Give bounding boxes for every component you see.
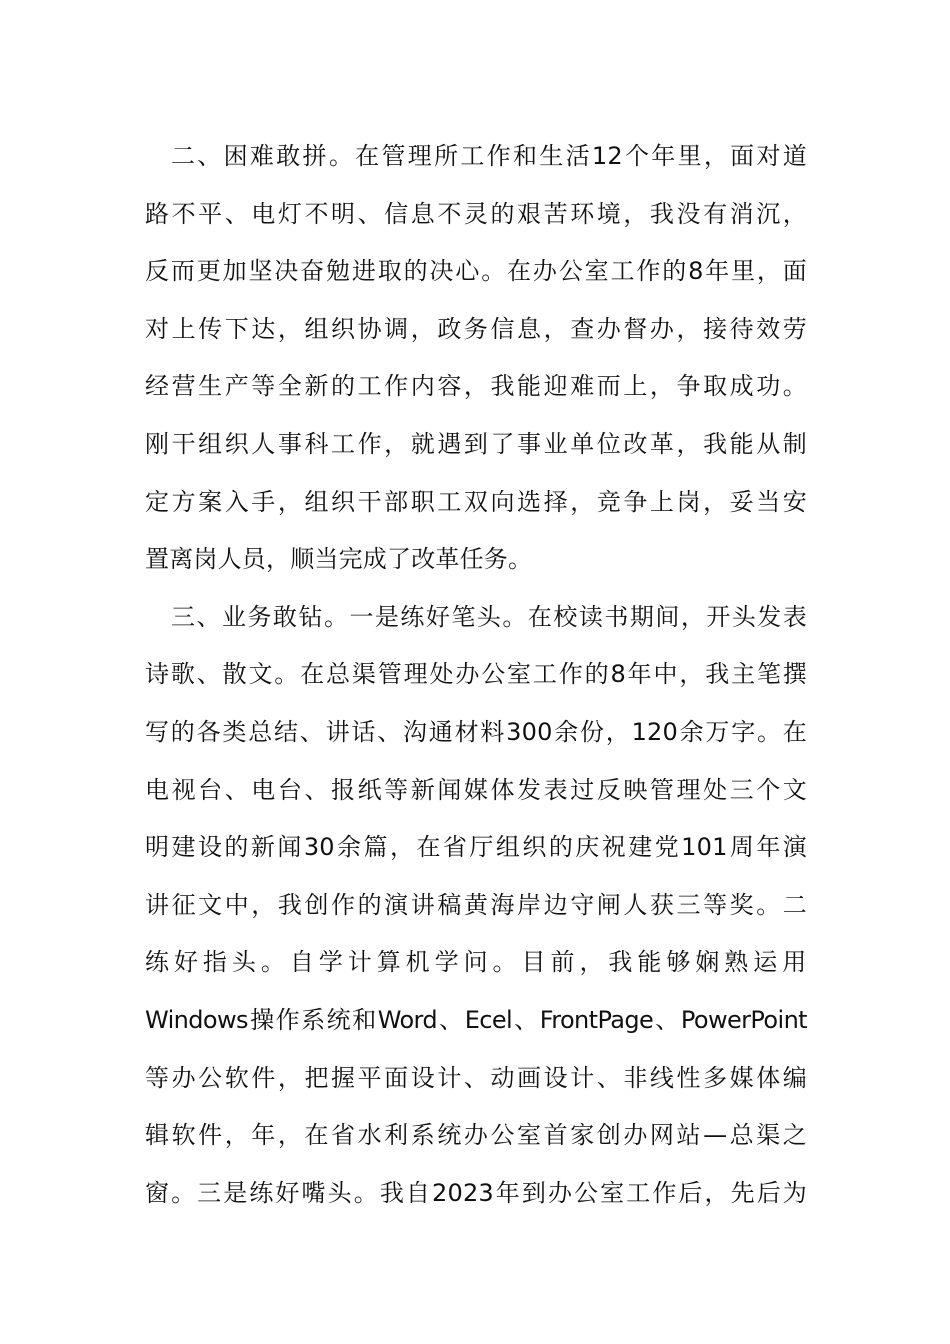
paragraph-line: 电视台、电台、报纸等新闻媒体发表过反映管理处三个文 [145, 775, 807, 804]
paragraph-line: 反而更加坚决奋勉进取的决心。在办公室工作的8年里，面 [145, 257, 807, 286]
paragraph-line: 路不平、电灯不明、信息不灵的艰苦环境，我没有消沉， [145, 199, 807, 228]
paragraph-line: 窗。三是练好嘴头。我自2023年到办公室工作后，先后为 [145, 1178, 807, 1207]
body-text [145, 128, 807, 1222]
paragraph-line: 经营生产等全新的工作内容，我能迎难而上，争取成功。 [145, 372, 807, 401]
paragraph-line: 对上传下达，组织协调，政务信息，查办督办，接待效劳 [145, 314, 807, 343]
paragraph-line: 练好指头。自学计算机学问。目前，我能够娴熟运用 [145, 948, 807, 977]
paragraph-line: 诗歌、散文。在总渠管理处办公室工作的8年中，我主笔撰 [145, 660, 807, 689]
paragraph-line: 辑软件，年，在省水利系统办公室首家创办网站—总渠之 [145, 1121, 807, 1150]
paragraph-line: Windows操作系统和Word、Ecel、FrontPage、PowerPoint [145, 1005, 807, 1034]
paragraph-line: 明建设的新闻30余篇，在省厅组织的庆祝建党101周年演 [145, 833, 807, 862]
paragraph-line: 写的各类总结、讲话、沟通材料300余份，120余万字。在 [145, 717, 807, 746]
paragraph-line: 等办公软件，把握平面设计、动画设计、非线性多媒体编 [145, 1063, 807, 1092]
paragraph-line: 三、业务敢钻。一是练好笔头。在校读书期间，开头发表 [171, 602, 807, 631]
paragraph-line: 置离岗人员，顺当完成了改革任务。 [145, 545, 533, 574]
paragraph-line: 二、困难敢拼。在管理所工作和生活12个年里，面对道 [171, 142, 807, 170]
paragraph-line: 讲征文中，我创作的演讲稿黄海岸边守闸人获三等奖。二 [145, 890, 807, 919]
paragraph-line: 定方案入手，组织干部职工双向选择，竞争上岗，妥当安 [145, 487, 807, 516]
paragraph-line: 刚干组织人事科工作，就遇到了事业单位改革，我能从制 [145, 429, 807, 458]
